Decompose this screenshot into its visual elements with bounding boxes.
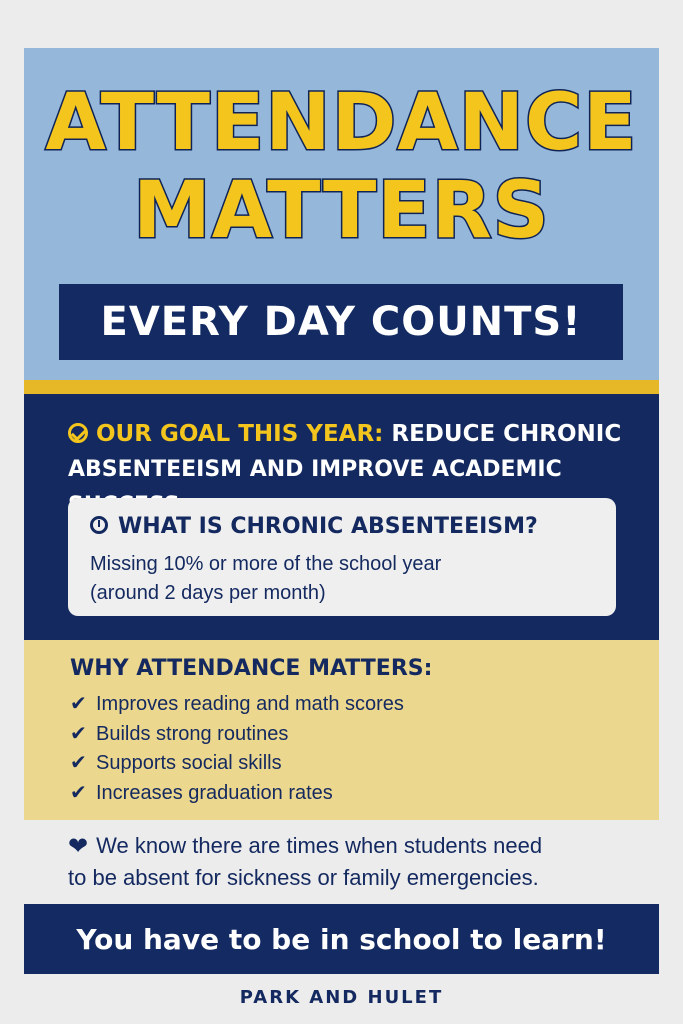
gold-divider-stripe (24, 380, 659, 394)
school-to-learn-banner: You have to be in school to learn! (24, 904, 659, 974)
definition-body (90, 550, 590, 608)
definition-body-line2: (around 2 days per month) (90, 582, 326, 604)
check-circle-icon (68, 423, 88, 443)
list-item (70, 779, 404, 809)
list-item-label: Improves reading and math scores (96, 693, 404, 715)
list-item-label: Increases graduation rates (96, 781, 333, 804)
goal-section (24, 394, 659, 640)
absence-note-line2: to be absent for sickness or family emergencies. (68, 865, 539, 890)
goal-text-line2: ABSENTEEISM AND IMPROVE ACADEMIC (68, 457, 562, 482)
absence-note-line1-row (68, 830, 628, 862)
every-day-counts-banner: EVERY DAY COUNTS! (59, 284, 623, 360)
footer-school-name: PARK AND HULET (239, 987, 444, 1008)
list-item-label: Supports social skills (96, 752, 282, 774)
list-item (70, 749, 404, 779)
headline-matters: MATTERS (133, 166, 550, 256)
list-item (70, 720, 404, 750)
check-mark-icon: ✔ (70, 781, 87, 804)
why-list (70, 690, 404, 808)
check-mark-icon: ✔ (70, 693, 87, 715)
definition-title: WHAT IS CHRONIC ABSENTEEISM? (118, 514, 538, 539)
why-section (24, 640, 659, 820)
clock-icon (90, 516, 108, 534)
check-mark-icon: ✔ (70, 752, 87, 774)
absence-note (68, 830, 628, 893)
definition-card (68, 498, 616, 616)
goal-prefix: OUR GOAL THIS YEAR: (96, 421, 384, 447)
why-title: WHY ATTENDANCE MATTERS: (70, 656, 433, 681)
check-mark-icon: ✔ (70, 722, 87, 745)
hero-section (24, 48, 659, 380)
definition-body-line1: Missing 10% or more of the school year (90, 553, 442, 575)
goal-text-line1: REDUCE CHRONIC (383, 421, 622, 447)
absence-note-line1: We know there are times when students need (96, 833, 543, 858)
headline-attendance: ATTENDANCE (45, 78, 638, 168)
goal-line (68, 416, 628, 452)
definition-title-row (90, 512, 538, 542)
list-item-label: Builds strong routines (96, 722, 289, 745)
heart-icon: ❤ (68, 833, 89, 860)
list-item (70, 690, 404, 720)
poster (24, 48, 659, 1014)
